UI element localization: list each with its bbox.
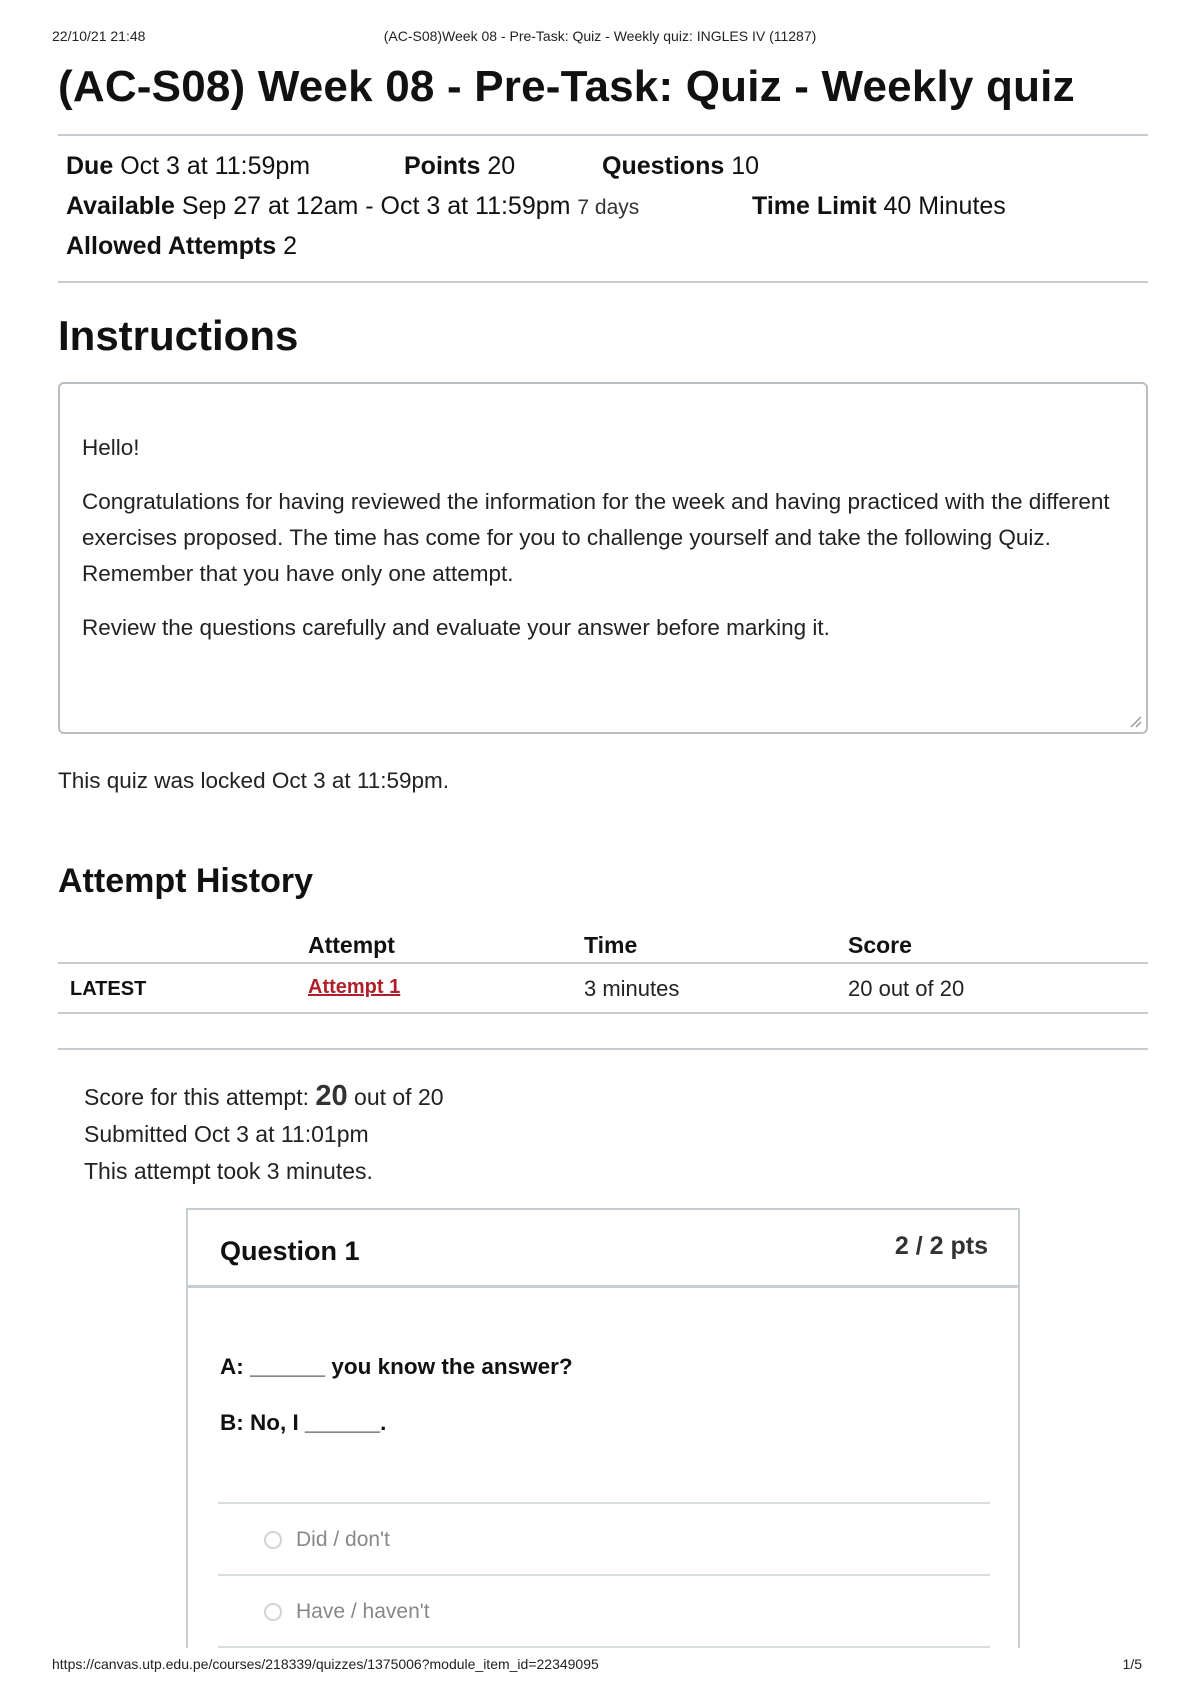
question-header — [188, 1210, 1018, 1288]
duration-line: This attempt took 3 minutes. — [84, 1158, 373, 1184]
due-label: Due — [66, 152, 114, 180]
column-header-score: Score — [848, 932, 912, 958]
table-header — [58, 928, 1148, 964]
question-card — [186, 1208, 1020, 1648]
print-date: 22/10/21 21:48 — [52, 28, 146, 44]
answer-divider — [218, 1646, 990, 1648]
due-value: Oct 3 at 11:59pm — [120, 152, 311, 180]
available-duration: 7 days — [577, 196, 640, 219]
allowed-attempts-label: Allowed Attempts — [66, 232, 277, 260]
page-number: 1/5 — [1122, 1656, 1142, 1672]
questions-label: Questions — [602, 152, 725, 180]
points-value: 20 — [487, 152, 516, 180]
answer-divider — [218, 1574, 990, 1576]
column-header-time: Time — [584, 932, 638, 958]
answer-option[interactable] — [264, 1600, 430, 1624]
attempt-score: 20 out of 20 — [848, 976, 965, 1001]
instructions-paragraph: Congratulations for having reviewed the information for the week and having practiced with the different exercises proposed. The time has come for you to challenge yourself and take the following Quiz. Remember that you have only one attempt. — [82, 489, 1110, 586]
points-meta — [404, 152, 515, 181]
footer-url: https://canvas.utp.edu.pe/courses/218339/quizzes/1375006?module_item_id=22349095 — [52, 1656, 599, 1672]
instructions-title: Instructions — [58, 312, 299, 359]
print-header — [52, 28, 1148, 48]
question-line-b: B: No, I ______. — [220, 1410, 387, 1435]
points-label: Points — [404, 152, 481, 180]
quiz-meta-row-1 — [66, 152, 310, 181]
radio-icon[interactable] — [264, 1603, 282, 1621]
instructions-paragraph: Review the questions carefully and evaluate your answer before marking it. — [82, 615, 830, 640]
column-header-attempt: Attempt — [308, 932, 395, 958]
questions-meta — [602, 152, 759, 181]
attempt-history-table — [58, 928, 1148, 1014]
question-points: 2 / 2 pts — [894, 1232, 988, 1260]
time-limit-meta — [752, 192, 1006, 221]
question-line-a: A: ______ you know the answer? — [220, 1354, 573, 1379]
time-limit-value: 40 Minutes — [883, 192, 1006, 220]
answer-option[interactable] — [264, 1528, 390, 1552]
locked-message: This quiz was locked Oct 3 at 11:59pm. — [58, 768, 450, 793]
attempt-time: 3 minutes — [584, 976, 680, 1001]
available-meta — [66, 192, 639, 221]
score-line — [84, 1078, 444, 1116]
time-limit-label: Time Limit — [752, 192, 877, 220]
score-suffix: out of 20 — [354, 1084, 444, 1110]
answer-option-label: Have / haven't — [296, 1600, 430, 1623]
resize-handle-icon[interactable] — [1128, 714, 1142, 728]
page-title: (AC-S08) Week 08 - Pre-Task: Quiz - Weekly quiz — [58, 62, 1075, 111]
instructions-paragraph: Hello! — [82, 435, 140, 460]
attempt-history-title: Attempt History — [58, 862, 314, 900]
score-prefix: Score for this attempt: — [84, 1084, 309, 1110]
available-label: Available — [66, 192, 175, 220]
score-value: 20 — [315, 1080, 348, 1112]
allowed-attempts-value: 2 — [283, 232, 298, 260]
answer-divider — [218, 1502, 990, 1504]
attempt-summary — [84, 1078, 444, 1190]
table-row — [58, 964, 1148, 1014]
submitted-line: Submitted Oct 3 at 11:01pm — [84, 1121, 369, 1147]
divider — [58, 281, 1148, 283]
instructions-box[interactable] — [58, 382, 1148, 734]
available-value: Sep 27 at 12am - Oct 3 at 11:59pm — [181, 192, 571, 220]
questions-value: 10 — [731, 152, 760, 180]
attempt-1-link[interactable]: Attempt 1 — [308, 976, 401, 998]
divider — [58, 1048, 1148, 1050]
radio-icon[interactable] — [264, 1531, 282, 1549]
allowed-attempts-meta — [66, 232, 297, 261]
answer-option-label: Did / don't — [296, 1528, 390, 1551]
latest-tag: LATEST — [70, 978, 147, 1000]
question-title: Question 1 — [220, 1236, 360, 1266]
print-doc-title: (AC-S08)Week 08 - Pre-Task: Quiz - Weekly quiz: INGLES IV (11287) — [383, 28, 817, 44]
divider — [58, 134, 1148, 136]
